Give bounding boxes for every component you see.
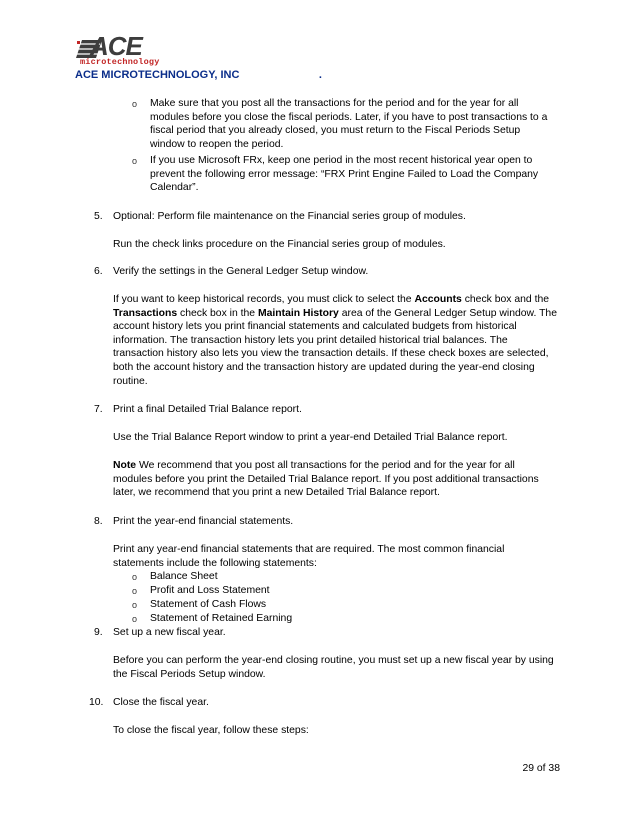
text-line: later, we recommend that you print a new Detailed Trial Balance report.	[113, 487, 440, 499]
bullet-marker: o	[132, 614, 138, 624]
bullet-marker: o	[132, 586, 138, 596]
step-number: 5.	[94, 211, 103, 222]
bullet-marker: o	[132, 600, 138, 610]
step-title: Close the fiscal year.	[113, 697, 209, 708]
bullet-marker: o	[132, 572, 138, 582]
text-line: transaction history also lets you view the transaction details. If these check boxes are selected,	[113, 348, 549, 360]
list-item: Profit and Loss Statement	[150, 585, 270, 596]
note-block	[113, 459, 539, 500]
text-line: both the account history and the transaction history are updated during the year-end closing	[113, 361, 535, 373]
step-title: Verify the settings in the General Ledger Setup window.	[113, 266, 369, 277]
text-line: information. The transaction history lets you print detailed historical trial balances. The	[113, 334, 508, 346]
text-line: routine.	[113, 375, 148, 387]
step-body	[113, 293, 557, 388]
text-line: fiscal period that you already closed, you must return to the Fiscal Periods Setup	[150, 125, 521, 137]
text-line: statements include the following statements:	[113, 557, 317, 569]
logo-subtext: microtechnology	[80, 57, 160, 67]
step-body: Run the check links procedure on the Financial series group of modules.	[113, 239, 446, 250]
text-run: check box and the	[461, 294, 550, 305]
step-body: To close the fiscal year, follow these steps:	[113, 725, 309, 736]
text-line: Calendar”.	[150, 182, 199, 194]
step-title: Optional: Perform file maintenance on the Financial series group of modules.	[113, 211, 466, 222]
bullet-marker: o	[132, 156, 138, 166]
text-run: area of the General Ledger Setup window. The	[338, 307, 557, 319]
step-body: Use the Trial Balance Report window to print a year-end Detailed Trial Balance report.	[113, 432, 508, 443]
text-line: Before you can perform the year-end closing routine, you must set up a new fiscal year by using	[113, 655, 554, 666]
text-run: check box in the	[177, 307, 258, 319]
step-number: 7.	[94, 404, 103, 415]
page-number: 29 of 38	[522, 763, 560, 774]
text-line: account history lets you print financial statements and calculated budgets from historical	[113, 321, 517, 333]
list-item: Statement of Cash Flows	[150, 599, 267, 610]
bullet-text-2	[150, 154, 538, 195]
step-body	[113, 654, 554, 681]
text-run: We recommend that you post all transactions for the period and for the year for all	[136, 460, 515, 471]
note-label: Note	[113, 460, 137, 471]
text-line	[113, 293, 557, 307]
step-title: Print a final Detailed Trial Balance report.	[113, 404, 302, 415]
text-line: modules before you print the Detailed Trial Balance report. If you post additional transactions	[113, 473, 539, 485]
ui-term: Accounts	[414, 294, 462, 305]
ui-term: Transactions	[113, 307, 178, 319]
list-item: Balance Sheet	[150, 571, 218, 582]
step-title: Set up a new fiscal year.	[113, 627, 226, 638]
step-number: 6.	[94, 266, 103, 277]
step-title: Print the year-end financial statements.	[113, 516, 294, 527]
step-body	[113, 543, 504, 570]
text-line: prevent the following error message: “FRX Print Engine Failed to Load the Company	[150, 168, 539, 180]
ui-term: Maintain History	[257, 307, 339, 319]
text-run: If you want to keep historical records, you must click to select the	[113, 294, 415, 305]
text-line: the Fiscal Periods Setup window.	[113, 668, 266, 680]
text-line	[113, 459, 539, 473]
text-line: Make sure that you post all the transactions for the period and for the year for all	[150, 98, 519, 109]
text-line: modules before you close the fiscal periods. Later, if you have to post transactions to a	[150, 111, 548, 123]
text-line: If you use Microsoft FRx, keep one period in the most recent historical year open to	[150, 155, 533, 166]
text-line: window to reopen the period.	[150, 138, 284, 150]
step-number: 9.	[94, 627, 103, 638]
text-line	[113, 307, 557, 321]
step-number: 10.	[89, 697, 104, 708]
logo-text: ACE	[90, 31, 142, 61]
bullet-text-1	[150, 97, 547, 151]
company-logo	[76, 31, 166, 67]
text-line: Print any year-end financial statements that are required. The most common financial	[113, 544, 505, 555]
bullet-marker: o	[132, 99, 138, 109]
list-item: Statement of Retained Earning	[150, 613, 293, 624]
company-name: ACE MICROTECHNOLOGY, INC .	[75, 69, 322, 81]
step-number: 8.	[94, 516, 103, 527]
